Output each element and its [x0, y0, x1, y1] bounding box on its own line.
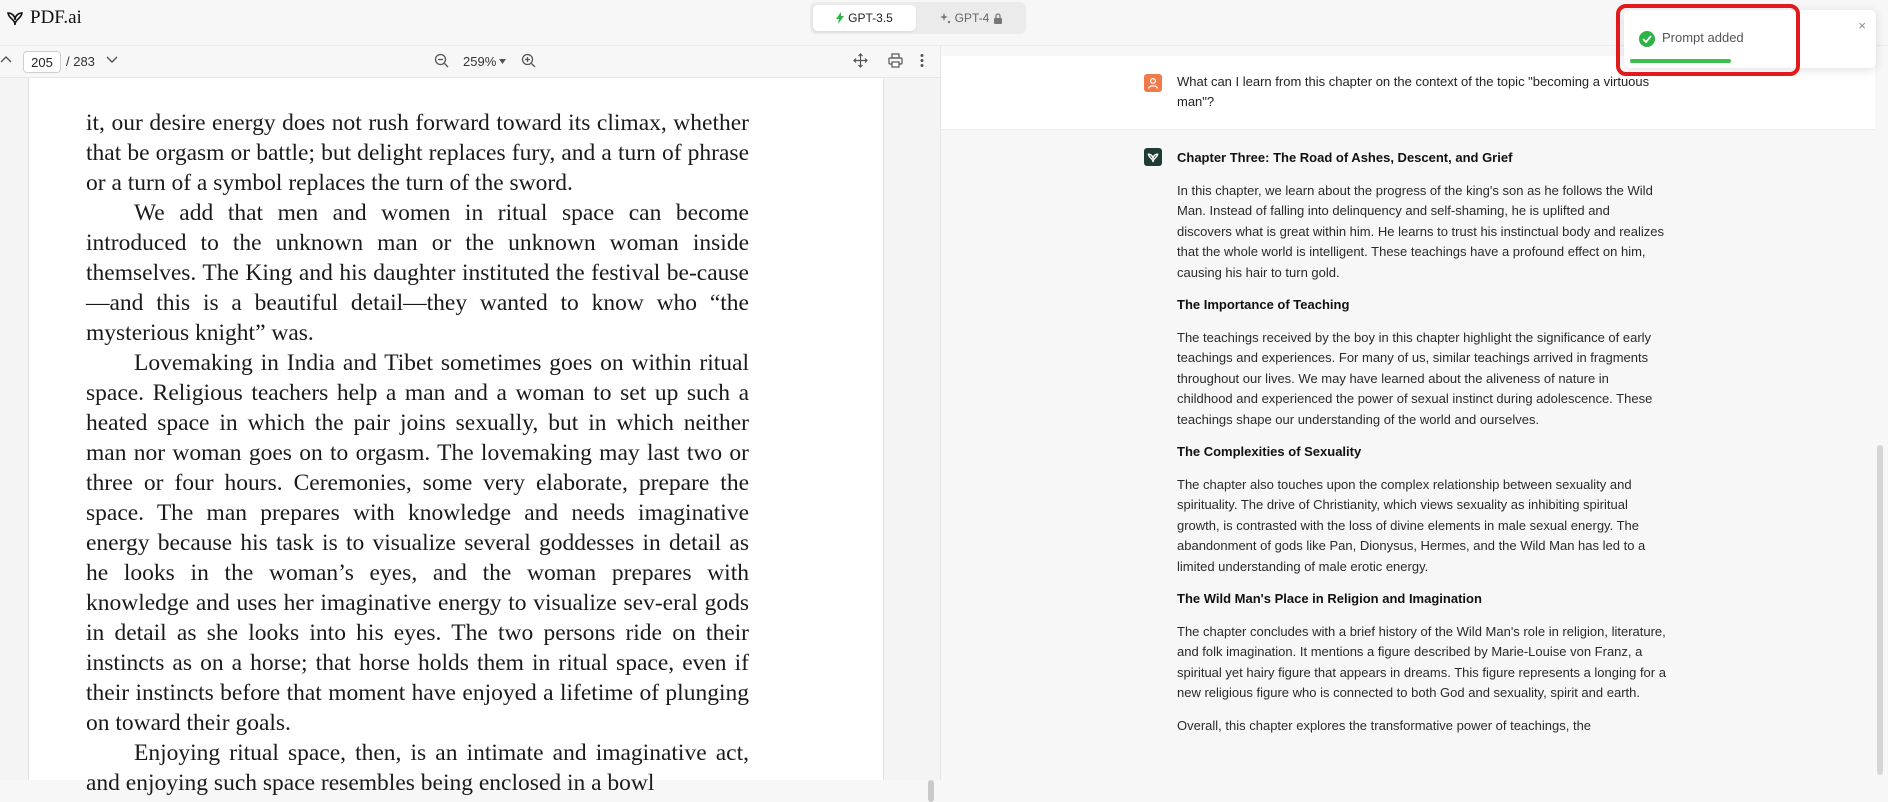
- section-body: The chapter concludes with a brief history of the Wild Man's role in religion, literature, and folk imagination. It mentions a figure described by Marie-Louise von Franz, a spiritual yet hairy figure that appears in dreams. This figure represents a longing for a new religious figure who is connected to both God and sexuality, spirit and earth.: [1177, 623, 1666, 700]
- section-body: The chapter also touches upon the complex relationship between sexuality and spirituality. The drive of Christianity, which views sexuality as inhibiting spiritual growth, is contrasted with the loss of divine elements in male sexual energy. The abandonment of gods like Pan, Dionysus, Hermes, and the Wild Man has led to a limited understanding of male erotic energy.: [1177, 476, 1646, 574]
- answer-outro: Overall, this chapter explores the transformative power of teachings, the: [1177, 717, 1592, 733]
- section-body: The teachings received by the boy in this chapter highlight the significance of early teachings and experiences. For many of us, similar teachings arrived in fragments throughout our lives. We may have learned about the aliveness of nature in childhood and experienced the power of sexual instinct during adolescence. These teachings shape our understanding of the world and ourselves.: [1177, 329, 1653, 427]
- pdf-page-text: [86, 108, 749, 798]
- more-vertical-icon[interactable]: [920, 53, 924, 68]
- app-name: PDF.ai: [30, 7, 82, 28]
- zoom-select[interactable]: [463, 54, 506, 69]
- pdf-paragraph: We add that men and women in ritual space can become introduced to the unknown man or the unknown woman inside themselves. The King and his daughter instituted the festival be-cause—and this is a beautiful detail—they wanted to know who “the mysterious knight” was.: [86, 200, 749, 346]
- pdf-toolbar: [0, 46, 940, 78]
- answer-title: Chapter Three: The Road of Ashes, Descent, and Grief: [1177, 150, 1513, 165]
- pdf-paragraph: it, our desire energy does not rush forward toward its climax, whether that be orgasm or battle; but delight replaces fury, and a turn of phrase or a turn of a symbol replaces the turn of the sword.: [86, 110, 749, 196]
- gpt4-label: GPT-4: [954, 11, 990, 25]
- gpt35-button[interactable]: [813, 5, 916, 31]
- gpt35-label: GPT-3.5: [848, 11, 893, 25]
- model-toggle: [810, 2, 1026, 34]
- chevron-up-icon[interactable]: [0, 54, 12, 64]
- chevron-down-icon[interactable]: [106, 55, 118, 65]
- chat-scrollbar-thumb[interactable]: [1877, 445, 1883, 775]
- pdf-page: [28, 78, 884, 796]
- answer-intro: In this chapter, we learn about the progress of the king's son as he follows the Wild Man. Instead of falling into delinquency and self-shaming, he is uplifted and discovers what is great within him. He learns to trust his instinctual body and realizes that the whole world is intelligent. These teachings have a profound effect on him, causing his hair to turn gold.: [1177, 182, 1664, 280]
- user-question: What can I learn from this chapter on the context of the topic "becoming a virtuous man"?: [1177, 74, 1650, 109]
- pdf-paragraph: Lovemaking in India and Tibet sometimes goes on within ritual space. Religious teachers help a man and a woman to set up such a heated space in which the pair joins sexually, but in which neither man nor woman goes on to orgasm. The lovemaking may last two or three or four hours. Ceremonies, some very elaborate, prepare the space. The man prepares with knowledge and needs imaginative energy because his task is to visualize several goddesses in detail as he looks in the woman’s eyes, and the woman prepares with knowledge and uses her imaginative energy to visualize sev-eral gods in detail as she looks into his eyes. The two persons ride on their instincts as on a horse; that horse holds them in ritual space, even if their instincts before that moment have enjoyed a lifetime of plunging on toward their goals.: [86, 350, 749, 736]
- user-avatar-icon: [1144, 74, 1162, 92]
- move-icon[interactable]: [853, 53, 868, 68]
- page-number-input[interactable]: [23, 51, 61, 73]
- pdfai-logo-icon: [6, 10, 24, 26]
- lock-icon: [993, 13, 1003, 24]
- toast-highlight-box: [1616, 4, 1800, 76]
- sparkle-icon: [940, 13, 951, 24]
- chevron-down-icon: [499, 59, 506, 64]
- top-bar: [0, 0, 1888, 46]
- section-heading: The Complexities of Sexuality: [1177, 444, 1362, 459]
- pdf-scrollbar-thumb[interactable]: [928, 780, 934, 802]
- section-heading: The Wild Man's Place in Religion and Imagination: [1177, 591, 1482, 606]
- print-icon[interactable]: [888, 53, 903, 68]
- zoom-in-icon[interactable]: [521, 53, 536, 68]
- bot-answer: [1177, 148, 1667, 748]
- zoom-level: 259%: [463, 54, 497, 69]
- zoom-out-icon[interactable]: [434, 53, 449, 68]
- pdf-viewer[interactable]: [0, 78, 940, 796]
- bolt-icon: [836, 12, 844, 24]
- app-logo[interactable]: [6, 8, 82, 28]
- gpt4-button[interactable]: [920, 5, 1023, 31]
- chat-panel: [940, 46, 1874, 780]
- bot-avatar-icon: [1144, 148, 1162, 166]
- close-icon[interactable]: ×: [1858, 18, 1866, 33]
- pdf-paragraph: Enjoying ritual space, then, is an intimate and imaginative act, and enjoying such space resembles being enclosed in a bowl: [86, 740, 749, 796]
- total-pages: / 283: [66, 54, 95, 69]
- section-heading: The Importance of Teaching: [1177, 297, 1350, 312]
- toast-message: Prompt added: [1662, 30, 1744, 45]
